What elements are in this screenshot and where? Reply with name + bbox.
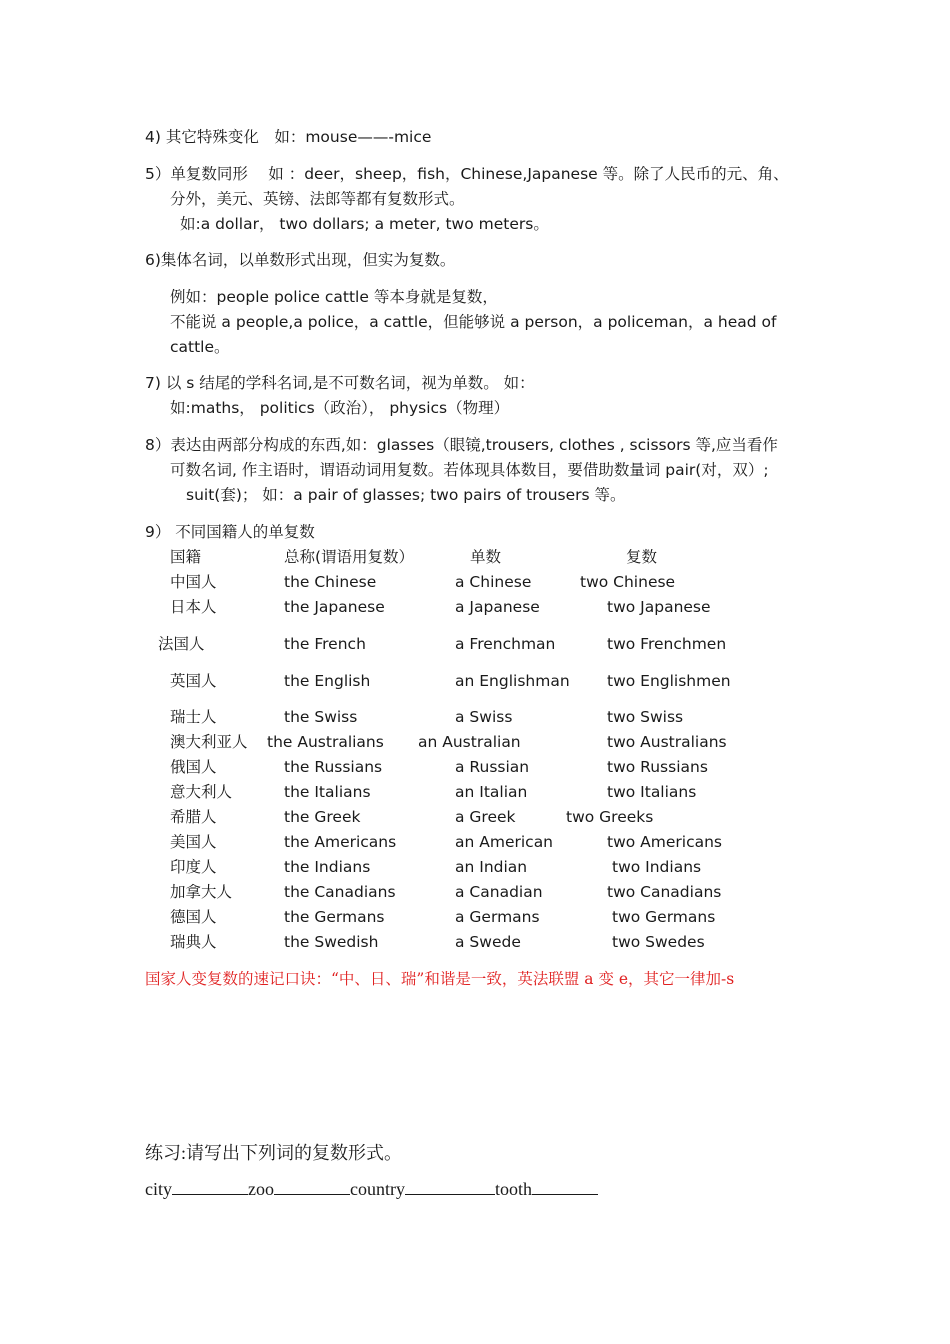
row-plural: two Chinese: [580, 573, 676, 591]
row-nationality: 瑞典人: [170, 933, 217, 951]
row-singular: a Frenchman: [455, 635, 556, 653]
row-singular: a Swiss: [455, 708, 513, 726]
row-singular: a Japanese: [455, 598, 540, 616]
row-nationality: 加拿大人: [170, 883, 233, 901]
row-collective: the Germans: [284, 908, 385, 926]
row-singular: an Englishman: [455, 672, 570, 690]
row-collective: the Greek: [284, 808, 361, 826]
row-collective: the Americans: [284, 833, 397, 851]
row-plural: two Germans: [612, 908, 716, 926]
item-7-line1: 7) 以 s 结尾的学科名词,是不可数名词，视为单数。 如：: [145, 374, 535, 392]
item-8-line3: suit(套)； 如：a pair of glasses; two pairs of trousers 等。: [186, 486, 626, 504]
row-singular: an Italian: [455, 783, 528, 801]
row-collective: the Italians: [284, 783, 371, 801]
row-nationality: 澳大利亚人: [170, 733, 248, 751]
row-plural: two Americans: [607, 833, 723, 851]
row-plural: two Swiss: [607, 708, 684, 726]
row-plural: two Canadians: [607, 883, 722, 901]
header-plural: 复数: [626, 548, 658, 566]
item-5-line2: 分外，美元、英镑、法郎等都有复数形式。: [170, 190, 465, 208]
row-nationality: 日本人: [170, 598, 217, 616]
row-singular: a Russian: [455, 758, 530, 776]
row-plural: two Russians: [607, 758, 708, 776]
item-6-line1: 6)集体名词，以单数形式出现，但实为复数。: [145, 251, 456, 269]
item-9-heading: 9） 不同国籍人的单复数: [145, 523, 315, 541]
row-nationality: 希腊人: [170, 808, 217, 826]
row-nationality: 英国人: [170, 672, 217, 690]
row-collective: the Swiss: [284, 708, 358, 726]
row-plural: two Japanese: [607, 598, 711, 616]
header-collective: 总称(谓语用复数）: [284, 548, 415, 566]
exercise-word: city: [145, 1179, 172, 1199]
row-nationality: 中国人: [170, 573, 217, 591]
row-plural: two Englishmen: [607, 672, 731, 690]
row-plural: two Australians: [607, 733, 727, 751]
answer-blank[interactable]: [172, 1178, 248, 1195]
row-plural: two Indians: [612, 858, 702, 876]
item-6-line2: 例如：people police cattle 等本身就是复数，: [170, 288, 498, 306]
row-singular: a Chinese: [455, 573, 532, 591]
row-plural: two Swedes: [612, 933, 705, 951]
row-nationality: 意大利人: [170, 783, 233, 801]
row-collective: the French: [284, 635, 366, 653]
row-singular: an Indian: [455, 858, 528, 876]
row-plural: two Greeks: [566, 808, 654, 826]
row-nationality: 德国人: [170, 908, 217, 926]
item-6-line4: cattle。: [170, 338, 230, 356]
item-8-line2: 可数名词, 作主语时，谓语动词用复数。若体现具体数目，要借助数量词 pair(对，双）;: [170, 461, 769, 479]
item-5-line3: 如:a dollar， two dollars; a meter, two meters。: [180, 215, 549, 233]
answer-blank[interactable]: [405, 1178, 495, 1195]
exercise-word: zoo: [248, 1179, 274, 1199]
row-singular: a Greek: [455, 808, 516, 826]
row-nationality: 瑞士人: [170, 708, 217, 726]
item-5-line1: 5）单复数同形 如 ：deer，sheep，fish，Chinese,Japanese 等。除了人民币的元、角、: [145, 165, 789, 183]
row-plural: two Frenchmen: [607, 635, 727, 653]
exercise-title: 练习:请写出下列词的复数形式。: [145, 1143, 402, 1163]
row-collective: the English: [284, 672, 371, 690]
row-nationality: 法国人: [158, 635, 205, 653]
item-7-line2: 如:maths， politics（政治）， physics（物理）: [170, 399, 510, 417]
item-6-line3: 不能说 a people,a police，a cattle，但能够说 a person，a policeman，a head of: [170, 313, 777, 331]
row-singular: an Australian: [418, 733, 521, 751]
answer-blank[interactable]: [532, 1178, 598, 1195]
row-nationality: 美国人: [170, 833, 217, 851]
exercise-word: country: [350, 1179, 405, 1199]
item-8-line1: 8）表达由两部分构成的东西,如：glasses（眼镜,trousers, clothes , scissors 等,应当看作: [145, 436, 778, 454]
row-singular: a Canadian: [455, 883, 543, 901]
header-singular: 单数: [470, 548, 502, 566]
row-collective: the Canadians: [284, 883, 396, 901]
header-nationality: 国籍: [170, 548, 202, 566]
row-singular: a Swede: [455, 933, 521, 951]
mnemonic-note: 国家人变复数的速记口诀：“中、日、瑞”和谐是一致，英法联盟 a 变 e，其它一律加-s: [145, 970, 735, 988]
row-singular: an American: [455, 833, 554, 851]
row-collective: the Chinese: [284, 573, 377, 591]
item-4: 4) 其它特殊变化 如：mouse——-mice: [145, 128, 432, 146]
row-collective: the Indians: [284, 858, 371, 876]
row-nationality: 印度人: [170, 858, 217, 876]
row-collective: the Japanese: [284, 598, 385, 616]
row-singular: a Germans: [455, 908, 540, 926]
row-nationality: 俄国人: [170, 758, 217, 776]
exercise-word: tooth: [494, 1179, 532, 1199]
row-collective: the Australians: [267, 733, 384, 751]
row-collective: the Swedish: [284, 933, 379, 951]
exercise-line: [145, 1178, 598, 1200]
row-collective: the Russians: [284, 758, 383, 776]
answer-blank[interactable]: [274, 1178, 350, 1195]
row-plural: two Italians: [607, 783, 697, 801]
